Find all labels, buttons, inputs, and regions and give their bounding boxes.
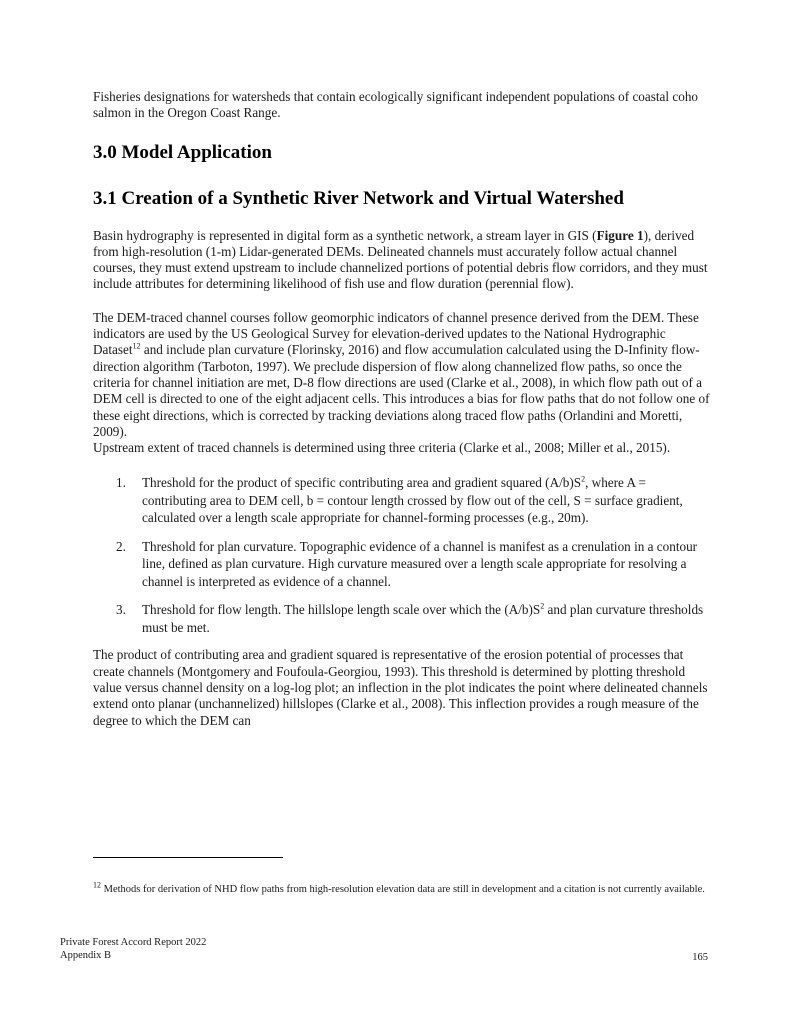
footnote-mark: 12: [93, 880, 101, 890]
section-heading: 3.0 Model Application: [93, 141, 272, 163]
footer-report-title: Private Forest Accord Report 2022: [60, 937, 207, 948]
paragraph-text: and include plan curvature (Florinsky, 2016) and flow accumulation calculated using the D-Infinity flow-direction algorithm (Tarboton, 1997). We preclude dispersion of flow along channelized flow paths, so once the criteria for channel initiation are met, D-8 flow directions are used (Clarke et al., 2008), in which flow path out of a DEM cell is directed to one of the eight adjacent cells. This introduces a bias for flow paths that do not follow one of these eight directions, which is corrected by tracking deviations along traced flow paths (Orlandini and Moretti, 2009).: [93, 342, 710, 439]
list-item: [93, 601, 711, 636]
list-number: 2.: [116, 538, 126, 554]
page-footer: [60, 936, 708, 962]
list-text: Threshold for the product of specific contributing area and gradient squared (A/b)S: [142, 475, 582, 491]
list-text: and plan curvature thresholds must be met.: [142, 602, 704, 635]
footnote-divider: [93, 857, 283, 858]
list-text: , where A = contributing area to DEM cell, b = contour length crossed by flow out of the cell, S = surface gradient, calculated over a length scale appropriate for channel-forming processes (e.g., 20m).: [142, 475, 683, 526]
paragraph-text: The DEM-traced channel courses follow geomorphic indicators of channel presence derived from the DEM. These indicators are used by the US Geological Survey for elevation-derived updates to the National Hydrographic Dataset: [93, 309, 699, 358]
paragraph-upstream-extent: Upstream extent of traced channels is determined using three criteria (Clarke et al., 2008; Miller et al., 2015).: [93, 440, 671, 456]
paragraph-text: ), derived from high-resolution (1-m) Lidar-generated DEMs. Delineated channels must accurately follow actual channel courses, they must extend upstream to include channelized portions of potential debris flow corridors, and they must include attributes for determining likelihood of fish use and flow duration (perennial flow).: [93, 227, 708, 292]
intro-paragraph: Fisheries designations for watersheds that contain ecologically significant independent populations of coastal coho salmon in the Oregon Coast Range.: [93, 89, 699, 121]
page-number: 165: [692, 952, 708, 963]
footnote-reference-link[interactable]: 12: [132, 341, 141, 351]
footer-appendix: Appendix B: [60, 950, 112, 961]
paragraph-erosion-potential: The product of contributing area and gradient squared is representative of the erosion potential of processes that create channels (Montgomery and Foufoula-Georgiou, 1993). This threshold is determined by plotting threshold value versus channel density on a log-log plot; an inflection in the plot indicates the point where delineated channels extend onto planar (unchannelized) hillslopes (Clarke et al., 2008). This inflection provides a rough measure of the degree to which the DEM can: [93, 647, 708, 728]
main-content: [93, 89, 711, 729]
figure-reference-link[interactable]: Figure 1: [596, 227, 644, 243]
list-number: 1.: [116, 475, 126, 491]
list-number: 3.: [116, 602, 126, 618]
subsection-heading: 3.1 Creation of a Synthetic River Network and Virtual Watershed: [93, 187, 624, 209]
superscript: 2: [540, 602, 545, 612]
list-item: [93, 538, 711, 591]
list-text: Threshold for plan curvature. Topographic evidence of a channel is manifest as a crenulation in a contour line, defined as plan curvature. High curvature measured over a length scale appropriate for resolving a channel is interpreted as evidence of a channel.: [142, 538, 698, 589]
list-text: Threshold for flow length. The hillslope length scale over which the (A/b)S: [142, 602, 541, 618]
paragraph-dem-traced: [93, 310, 711, 440]
footnote: [93, 880, 713, 897]
footnote-text: Methods for derivation of NHD flow paths from high-resolution elevation data are still in development and a citation is not currently available.: [101, 884, 705, 895]
superscript: 2: [581, 475, 586, 485]
list-item: [93, 474, 711, 527]
paragraph-text: Basin hydrography is represented in digital form as a synthetic network, a stream layer in GIS (: [93, 227, 597, 243]
criteria-list: [93, 474, 711, 636]
paragraph-basin-hydrography: [93, 228, 711, 293]
